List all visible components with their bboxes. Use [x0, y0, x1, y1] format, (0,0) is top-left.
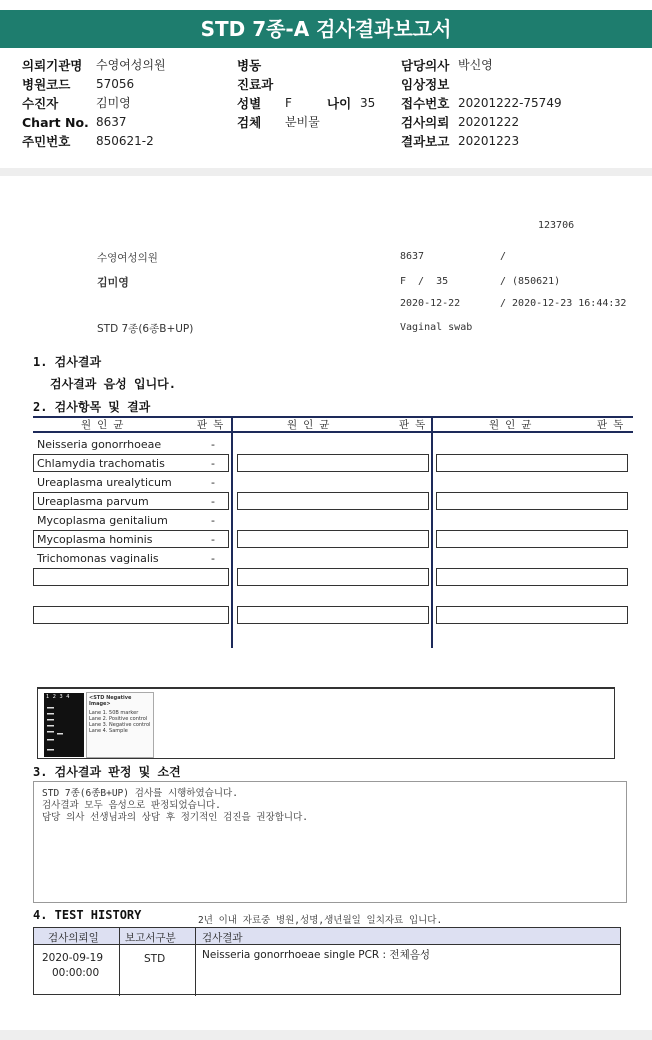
value-specimen: 분비물 [285, 115, 320, 129]
report-code: 123706 [538, 220, 575, 231]
col-judge-2: 판독 [399, 419, 432, 431]
gel-legend [86, 692, 154, 758]
gel-legend-line: Lane 2. Positive control [89, 716, 148, 722]
history-note: 2년 이내 자료중 병원,성명,생년월일 일치자료 입니다. [198, 915, 443, 926]
opinion-line: 검사결과 모두 음성으로 판정되었습니다. [42, 800, 221, 811]
history-col-result: 검사결과 [202, 932, 243, 944]
label-patient: 수진자 [22, 96, 59, 111]
section2-title: 2. 검사항목 및 결과 [33, 400, 151, 414]
info-row-3 [0, 94, 652, 113]
label-report-date: 결과보고 [401, 134, 450, 149]
pathogen-result: - [211, 495, 215, 508]
opinion-line: 담당 의사 선생님과의 상담 후 정기적인 검진을 권장합니다. [42, 812, 309, 823]
row-box [436, 492, 628, 510]
label-sex: 성별 [237, 96, 262, 111]
value-request-date: 20201222 [458, 115, 520, 129]
value-clinic: 수영여성의원 [96, 58, 166, 72]
value-hospital-code: 57056 [96, 77, 135, 91]
row-box [237, 530, 429, 548]
row-box [237, 606, 429, 624]
history-result: Neisseria gonorrhoeae single PCR : 전체음성 [202, 949, 431, 961]
report-sex-age: F / 35 [400, 276, 449, 287]
row-box [33, 606, 229, 624]
value-sex: F [285, 96, 292, 110]
value-age: 35 [360, 96, 376, 110]
history-table [33, 927, 621, 995]
history-divider-2 [195, 928, 196, 996]
pathogen-result: - [211, 552, 215, 565]
pathogen-result: - [211, 476, 215, 489]
col-pathogen-3: 원인균 [489, 419, 538, 431]
row-box [33, 568, 229, 586]
row-box [237, 492, 429, 510]
label-resident-no: 주민번호 [22, 134, 71, 149]
gel-bands-icon [44, 693, 84, 757]
bottom-band [0, 1030, 652, 1040]
pathogen-name: Neisseria gonorrhoeae [37, 438, 162, 451]
value-receipt-no: 20201222-75749 [458, 96, 562, 110]
report-birth: / (850621) [500, 276, 561, 287]
section4-title: 4. TEST HISTORY [33, 908, 142, 922]
pathogen-name: Chlamydia trachomatis [37, 457, 165, 470]
pathogen-name: Trichomonas vaginalis [37, 552, 159, 565]
label-clinic: 의뢰기관명 [22, 58, 83, 73]
info-row-4 [0, 113, 652, 132]
col-pathogen-1: 원인균 [81, 419, 130, 431]
label-ward: 병동 [237, 58, 262, 73]
gel-legend-line: Lane 4. Sample [89, 728, 128, 734]
table-divider-1 [231, 416, 233, 648]
report-slash: / [500, 251, 507, 262]
info-row-2 [0, 75, 652, 94]
value-report-date: 20201223 [458, 134, 520, 148]
label-clinical-info: 임상정보 [401, 77, 450, 92]
info-row-5 [0, 132, 652, 151]
label-chart-no: Chart No. [22, 115, 89, 130]
label-specimen: 검체 [237, 115, 262, 130]
pathogen-result: - [211, 438, 215, 451]
pathogen-name: Ureaplasma urealyticum [37, 476, 172, 489]
row-box [237, 568, 429, 586]
report-patient-name: 김미영 [97, 276, 129, 289]
history-col-date: 검사의뢰일 [48, 932, 99, 944]
report-receive-date: 2020-12-22 [400, 298, 461, 309]
pathogen-result: - [211, 457, 215, 470]
label-age: 나이 [327, 96, 352, 111]
opinion-box [33, 781, 627, 903]
label-receipt-no: 접수번호 [401, 96, 450, 111]
label-request-date: 검사의뢰 [401, 115, 450, 130]
value-chart-no: 8637 [96, 115, 127, 129]
row-box [436, 568, 628, 586]
report-title: STD 7종-A 검사결과보고서 [0, 10, 652, 48]
history-date: 2020-09-19 [42, 952, 104, 964]
value-doctor: 박신영 [458, 58, 493, 72]
gel-legend-line: Lane 1. 50B marker [89, 710, 139, 716]
table-divider-2 [431, 416, 433, 648]
section3-title: 3. 검사결과 판정 및 소견 [33, 765, 181, 779]
pathogen-result: - [211, 514, 215, 527]
report-clinic: 수영여성의원 [97, 252, 158, 264]
gel-legend-title: <STD Negative Image> [89, 695, 132, 707]
history-divider-1 [119, 928, 120, 996]
label-doctor: 담당의사 [401, 58, 450, 73]
section1-body: 검사결과 음성 입니다. [50, 377, 177, 391]
history-type: STD [144, 953, 166, 965]
section1-title: 1. 검사결과 [33, 355, 102, 369]
report-result-datetime: / 2020-12-23 16:44:32 [500, 298, 627, 309]
history-time: 00:00:00 [52, 967, 100, 979]
results-table [33, 416, 633, 648]
row-box [436, 606, 628, 624]
gel-lane-numbers: 1 2 3 4 [46, 694, 71, 700]
pathogen-name: Mycoplasma hominis [37, 533, 153, 546]
col-pathogen-2: 원인균 [287, 419, 336, 431]
divider-band [0, 168, 652, 176]
pathogen-name: Mycoplasma genitalium [37, 514, 168, 527]
col-judge-1: 판독 [197, 419, 230, 431]
results-table-header [33, 416, 633, 433]
label-department: 진료과 [237, 77, 274, 92]
gel-image [44, 693, 84, 757]
row-box [237, 454, 429, 472]
report-test-name: STD 7종(6종B+UP) [97, 323, 194, 335]
row-box [436, 530, 628, 548]
pathogen-name: Ureaplasma parvum [37, 495, 149, 508]
pathogen-result: - [211, 533, 215, 546]
patient-info-panel [0, 50, 652, 168]
history-header [34, 928, 620, 945]
gel-legend-line: Lane 3. Negative control [89, 722, 151, 728]
report-specimen: Vaginal swab [400, 322, 473, 333]
value-resident-no: 850621-2 [96, 134, 154, 148]
label-hospital-code: 병원코드 [22, 77, 71, 92]
opinion-line: STD 7종(6종B+UP) 검사를 시행하였습니다. [42, 788, 238, 799]
info-row-1 [0, 56, 652, 75]
report-chart-no: 8637 [400, 251, 425, 262]
row-box [436, 454, 628, 472]
col-judge-3: 판독 [597, 419, 630, 431]
history-col-type: 보고서구분 [125, 932, 176, 944]
value-patient: 김미영 [96, 96, 131, 110]
